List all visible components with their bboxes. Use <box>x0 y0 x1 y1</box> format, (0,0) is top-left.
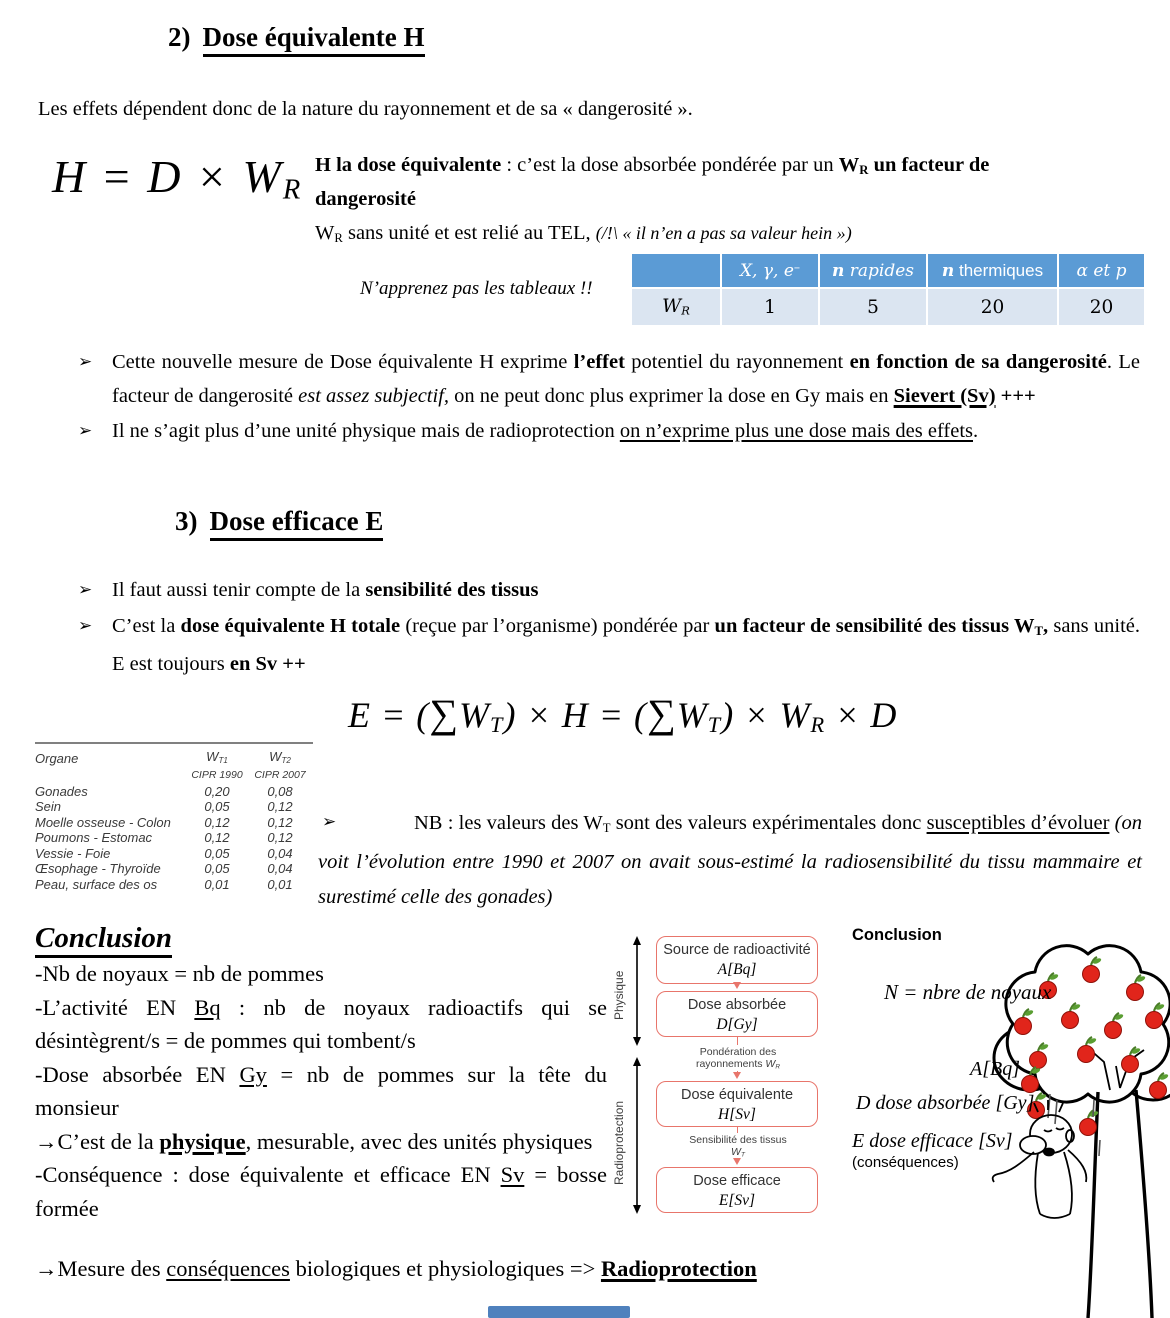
wr-row-label: WR <box>632 289 720 325</box>
dose-equivalente-definition-line1: H la dose équivalente : c’est la dose absorbée pondérée par un WR un facteur de <box>315 154 990 177</box>
section-2-heading <box>168 22 425 53</box>
wt2-col-header: WT2 <box>269 749 291 765</box>
physique-axis-label: Physique <box>612 970 626 1020</box>
bullet-sensibilite <box>78 574 1140 608</box>
diagram-box-dose-absorbee: Dose absorbée D[Gy] <box>656 991 818 1037</box>
cipr-1990-label: CIPR 1990 <box>191 769 243 782</box>
section-3-number: 3) <box>175 506 198 536</box>
wr-header-n-rapides: n rapides <box>820 254 926 287</box>
conclusion-line-activite: -L’activité EN Bq : nb de noyaux radioactifs qui se désintègrent/s = de pommes qui tombent/s <box>35 994 607 1053</box>
conclusion-line-noyaux: -Nb de noyaux = nb de pommes <box>35 961 324 986</box>
ponderation-label: Pondération des rayonnements WR <box>650 1046 826 1073</box>
tree-trunk <box>1088 1090 1152 1318</box>
diagram-arrow <box>737 1071 738 1076</box>
diagram-box-source: Source de radioactivité A[Bq] <box>656 936 818 984</box>
section-2-bullets <box>78 346 1140 451</box>
label-n-noyaux: N = nbre de noyaux <box>884 980 1052 1004</box>
bullet-dose-equivalente-text: Cette nouvelle mesure de Dose équivalente H exprime l’effet potentiel du rayonnement en fonction de sa dangerosité. Le facteur de dangerosité est assez subjectif, on ne peut donc plus exprimer la dose en Gy mais en Sievert (Sv) +++ <box>112 351 1140 407</box>
diagram-arrow <box>737 1158 738 1162</box>
wr-header-alpha-p: α et p <box>1059 254 1144 287</box>
organ-row: Vessie - Foie 0,05 0,04 <box>35 845 293 861</box>
diagram-box-dose-efficace: Dose efficace E[Sv] <box>656 1167 818 1213</box>
organ-row: Poumons - Estomac 0,12 0,12 <box>35 830 293 846</box>
bullet-dose-equivalente <box>78 346 1140 413</box>
bullet-sensibilite-text: Il faut aussi tenir compte de la sensibilité des tissus <box>112 579 539 601</box>
conclusion-line-consequence: -Conséquence : dose équivalente et efficace EN Sv = bosse formée <box>35 1162 607 1221</box>
bullet-arrow-icon: ➢ <box>322 812 337 832</box>
radioprotection-axis-label: Radioprotection <box>612 1100 626 1185</box>
cipr-2007-label: CIPR 2007 <box>254 769 306 782</box>
page-scroll-indicator[interactable] <box>488 1306 630 1318</box>
dose-equivalente-definition-line2: dangerosité <box>315 188 416 210</box>
diagram-connector <box>737 1037 738 1045</box>
bullet-arrow-icon: ➢ <box>78 421 93 441</box>
bullet-arrow-icon: ➢ <box>78 352 93 372</box>
wr-factor-table <box>630 252 1146 327</box>
label-e-sv: E dose efficace [Sv] <box>852 1130 1013 1152</box>
wr-value-2: 20 <box>928 289 1057 325</box>
bullet-dose-efficace-def <box>78 610 1140 682</box>
section-2-title: Dose équivalente H <box>203 22 425 57</box>
label-a-bq: A[Bq] <box>970 1058 1021 1080</box>
sensibilite-label: Sensibilité des tissus WT <box>650 1134 826 1161</box>
organ-row: Sein 0,05 0,12 <box>35 799 293 815</box>
formula-dose-efficace: E = (∑WT) × H = (∑WT) × WR × D <box>348 691 898 737</box>
wr-value-0: 1 <box>722 289 818 325</box>
diagram-arrow <box>737 982 738 986</box>
section-2-number: 2) <box>168 22 191 52</box>
conclusion-line-radioprotection: →Mesure des conséquences biologiques et physiologiques => Radioprotection <box>35 1256 757 1281</box>
bullet-arrow-icon: ➢ <box>78 580 93 600</box>
organ-row: Moelle osseuse - Colon 0,12 0,12 <box>35 814 293 830</box>
conclusion-line-physique: →C’est de la physique, mesurable, avec des unités physiques <box>35 1128 593 1154</box>
nb-paragraph: NB : les valeurs des WT sont des valeurs expérimentales donc susceptibles d’évoluer (on voit l’évolution entre 1990 et 2007 on avait sous-estimé la radiosensibilité du tissu mammaire et surestimé celle des gonades) <box>318 812 1142 908</box>
organ-wt-table <box>35 742 313 892</box>
conclusion-right-heading: Conclusion <box>852 926 942 944</box>
intro-paragraph: Les effets dépendent donc de la nature du rayonnement et de sa « dangerosité ». <box>38 98 693 120</box>
physique-range-arrow <box>630 936 644 1046</box>
section-3-bullets <box>78 574 1140 683</box>
organ-header-row <box>35 749 313 768</box>
conclusion-left-body <box>35 957 607 1225</box>
diagram-box-dose-equivalente: Dose équivalente H[Sv] <box>656 1081 818 1127</box>
cartoon-man <box>993 1100 1087 1218</box>
section-3-heading <box>175 506 383 537</box>
wr-value-3: 20 <box>1059 289 1144 325</box>
table-note: N’apprenez pas les tableaux !! <box>360 278 593 299</box>
wr-table-value-row <box>632 289 1144 325</box>
wr-value-1: 5 <box>820 289 926 325</box>
wr-header-xgamma: X, γ, e− <box>722 254 818 287</box>
organ-row: Gonades 0,20 0,08 <box>35 783 293 799</box>
formula-h-equals-d-wr: H = D × WR <box>52 151 303 206</box>
section-3-title: Dose efficace E <box>210 506 384 541</box>
conclusion-line-dose-absorbee: -Dose absorbée EN Gy = nb de pommes sur la tête du monsieur <box>35 1061 607 1120</box>
label-d-gy: D dose absorbée [Gy] <box>856 1092 1035 1114</box>
wr-header-n-thermiques: n thermiques <box>928 254 1057 287</box>
radioprotection-range-arrow <box>630 1057 644 1214</box>
wr-tel-note: WR sans unité et est relié au TEL, (/!\ « il n’en a pas sa valeur hein ») <box>315 222 852 245</box>
bullet-dose-efficace-def-text: C’est la dose équivalente H totale (reçue par l’organisme) pondérée par un facteur de sensibilité des tissus WT, sans unité. E est toujours en Sv ++ <box>112 614 1141 675</box>
organ-col-header: Organe <box>35 750 79 766</box>
bullet-unite-radioprotection <box>78 415 1140 449</box>
wt1-col-header: WT1 <box>206 749 228 765</box>
wr-table-header-row <box>632 254 1144 287</box>
bullet-arrow-icon: ➢ <box>78 615 93 636</box>
diagram-connector <box>737 1127 738 1133</box>
organ-row: Œsophage - Thyroïde 0,05 0,04 <box>35 861 293 877</box>
wr-header-empty <box>632 254 720 287</box>
organ-row: Peau, surface des os 0,01 0,01 <box>35 876 293 892</box>
label-consequences: (conséquences) <box>852 1154 959 1171</box>
bullet-unite-radioprotection-text: Il ne s’agit plus d’une unité physique mais de radioprotection on n’exprime plus une dose mais des effets. <box>112 420 979 442</box>
conclusion-left-heading: Conclusion <box>35 922 172 955</box>
organ-subheader-row <box>35 768 313 784</box>
